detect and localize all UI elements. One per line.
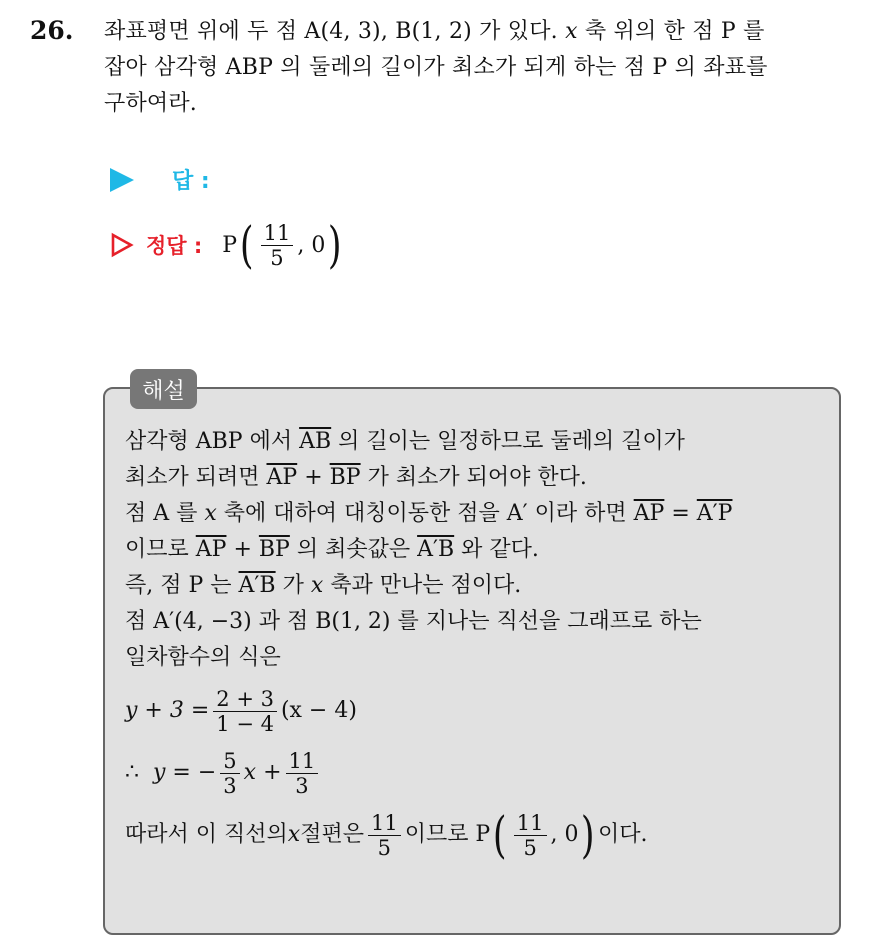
correct-answer-label: 정답 :	[146, 234, 203, 258]
explanation-line: 점 A′(4, −3) 과 점 B(1, 2) 를 지나는 직선을 그래프로 하는	[125, 609, 702, 634]
explanation-line: 일차함수의 식은	[125, 645, 281, 670]
segment: A′B	[417, 537, 455, 562]
fraction: $\frac{5}{3}$	[220, 749, 239, 798]
explanation-lines	[125, 424, 825, 676]
problem-line: 잡아 삼각형 ABP 의 둘레의 길이가 최소가 되게 하는 점 P 의 좌표를	[104, 55, 768, 80]
problem-text	[104, 14, 870, 122]
fraction: $\frac{11}{5}$	[368, 811, 401, 860]
outline-triangle-icon	[110, 232, 134, 258]
point-name: P	[222, 232, 238, 258]
correct-answer-row	[110, 216, 345, 274]
segment: $\overline{BP}$	[329, 465, 361, 490]
explanation-line: 삼각형 ABP 에서 $\overline{AB}$ 의 길이는 일정하므로 둘레의 길이가	[125, 429, 685, 454]
segment: $\overline{BP}$	[258, 537, 290, 562]
filled-triangle-icon	[110, 168, 134, 192]
equation-line-1: y + 3 = $\frac{2 + 3}{1 - 4}$ (x − 4)	[125, 686, 357, 736]
problem-line: 좌표평면 위에 두 점 A(4, 3), B(1, 2) 가 있다. x 축 위의 한 점 P 를	[104, 19, 765, 44]
problem-line: 구하여라.	[104, 91, 198, 116]
equation-line-2: ∴ y = − $\frac{5}{3}$ x + $\frac{11}{3}$	[125, 742, 825, 804]
conclusion-line: 따라서 이 직선의 x 절편은 $\frac{11}{5}$ 이므로 P ( $\frac{11}{5}$ , 0 ) 이다.	[125, 806, 648, 864]
segment: A′P	[696, 501, 733, 526]
fraction: $\frac{11}{5}$	[261, 221, 294, 270]
answer-label: 답 :	[172, 169, 210, 194]
segment: $\overline{AP}$	[633, 501, 665, 526]
problem	[30, 14, 870, 122]
problem-number: 26.	[30, 16, 74, 45]
correct-answer-value: P ( $\frac{11}{5}$ , 0 )	[222, 216, 342, 274]
answer-row	[110, 164, 210, 195]
segment: $\overline{AP}$	[266, 465, 298, 490]
fraction: $\frac{11}{5}$	[514, 811, 547, 860]
explanation-line: 즉, 점 P 는 A′B 가 x 축과 만나는 점이다.	[125, 573, 522, 598]
explanation-line: 최소가 되려면 $\overline{AP} + \overline{BP}$ 가 최소가 되어야 한다.	[125, 465, 587, 490]
segment: $\overline{AB}$	[299, 429, 332, 454]
fraction: $\frac{2 + 3}{1 - 4}$	[213, 687, 277, 736]
segment: $\overline{AP}$	[195, 537, 227, 562]
fraction: $\frac{11}{3}$	[286, 749, 319, 798]
explanation-line: 이므로 $\overline{AP} + \overline{BP}$ 의 최솟값은 A′B 와 같다.	[125, 537, 539, 562]
explanation-tag: 해설	[130, 369, 197, 409]
explanation-line: 점 A 를 x 축에 대하여 대칭이동한 점을 A′ 이라 하면 $\overline{AP} = A'P$	[125, 501, 733, 526]
explanation-body	[125, 424, 825, 866]
segment: A′B	[238, 573, 276, 598]
